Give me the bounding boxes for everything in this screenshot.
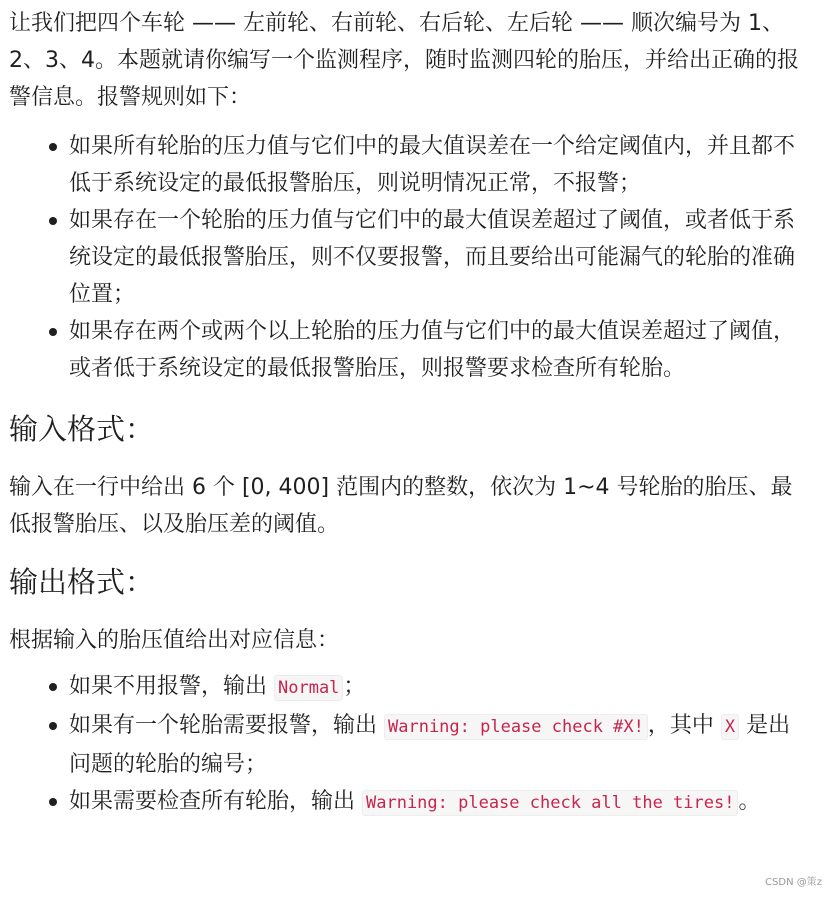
- output-item-text: 如果有一个轮胎需要报警，输出: [69, 713, 384, 738]
- code-snippet: Warning: please check #X!: [384, 714, 648, 740]
- output-item-normal: [69, 668, 799, 707]
- code-snippet: X: [721, 714, 739, 740]
- code-snippet: Normal: [274, 675, 343, 701]
- output-item-text: ，其中: [647, 713, 721, 738]
- input-format-text: 输入在一行中给出 6 个 [0, 400] 范围内的整数，依次为 1~4 号轮胎的胎压、最低报警胎压、以及胎压差的阈值。: [9, 475, 793, 537]
- problem-statement: [9, 5, 799, 822]
- output-rules-list: [9, 668, 799, 822]
- output-item-all-warning: [69, 783, 799, 822]
- rule-item-normal: 如果所有轮胎的压力值与它们中的最大值误差在一个给定阈值内，并且都不低于系统设定的最低报警胎压，则说明情况正常，不报警；: [69, 128, 799, 202]
- intro-paragraph: 让我们把四个车轮 —— 左前轮、右前轮、右后轮、左后轮 —— 顺次编号为 1、2、3、4。本题就请你编写一个监测程序，随时监测四轮的胎压，并给出正确的报警信息。报警规则如下：: [9, 11, 799, 110]
- source-watermark: CSDN @策z: [765, 877, 822, 888]
- output-item-text: ；: [343, 674, 366, 699]
- output-format-text: 根据输入的胎压值给出对应信息：: [9, 628, 340, 653]
- output-format-heading: 输出格式：: [9, 565, 155, 599]
- output-item-text: 如果不用报警，输出: [69, 674, 274, 699]
- input-format-heading: 输入格式：: [9, 412, 155, 446]
- output-item-single-warning: [69, 707, 799, 783]
- alarm-rules-list: [9, 128, 799, 387]
- output-item-text: 。: [738, 789, 761, 814]
- rule-item-single-tire: 如果存在一个轮胎的压力值与它们中的最大值误差超过了阈值，或者低于系统设定的最低报警胎压，则不仅要报警，而且要给出可能漏气的轮胎的准确位置；: [69, 202, 799, 313]
- output-item-text: 如果需要检查所有轮胎，输出: [69, 789, 362, 814]
- output-item-text: 是出问题的轮胎的编号；: [69, 713, 791, 777]
- code-snippet: Warning: please check all the tires!: [362, 790, 738, 816]
- rule-item-all-tires: 如果存在两个或两个以上轮胎的压力值与它们中的最大值误差超过了阈值，或者低于系统设定的最低报警胎压，则报警要求检查所有轮胎。: [69, 313, 799, 387]
